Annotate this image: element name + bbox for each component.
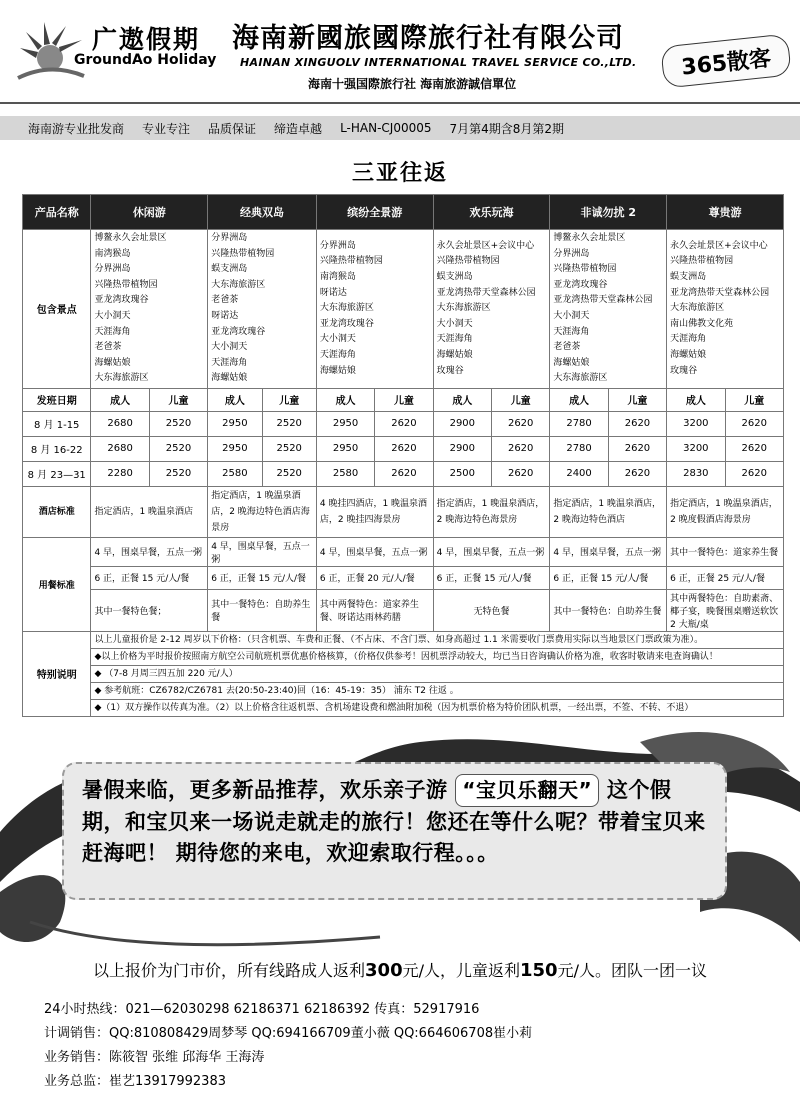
rebate-text: 元/人。团队一团一议: [557, 961, 707, 980]
price-date: 8 月 23—31: [23, 461, 91, 486]
price-cell: 2620: [492, 461, 550, 486]
price-cell: 2620: [375, 461, 433, 486]
meal-cell: 其中两餐特色：道家养生餐、呀诺达雨林药膳: [316, 589, 433, 631]
price-cell: 2620: [725, 461, 783, 486]
price-cell: 2280: [91, 461, 149, 486]
meal-cell: 6 正，正餐 25 元/人/餐: [667, 566, 784, 589]
scenic-item: 亚龙湾玫瑰谷: [211, 326, 266, 337]
row-label-meal: 用餐标准: [23, 537, 91, 631]
product-header: 非诚勿扰 2: [550, 195, 667, 230]
price-cell: 2580: [316, 461, 374, 486]
price-cell: 2620: [608, 461, 666, 486]
scenic-item: 分界洲岛: [211, 233, 248, 243]
meal-cell: 6 正，正餐 15 元/人/餐: [550, 566, 667, 589]
scenic-item: 玫瑰谷: [670, 365, 698, 376]
child-label: 儿童: [725, 388, 783, 411]
scenic-item: 老爸茶: [94, 342, 122, 353]
price-row: [23, 461, 784, 486]
row-label-notes: 特别说明: [23, 631, 91, 716]
scenic-item: 天涯海角: [670, 334, 707, 345]
note-line: ◆以上价格为平时报价按照南方航空公司航班机票优惠价格核算，（价格仅供参考！因机票浮动较大，均已当日咨询确认价格为准，收客时敬请来电查询确认！: [91, 648, 784, 665]
scenic-item: 分界洲岛: [553, 248, 590, 259]
scenic-item: 兴隆热带植物园: [94, 279, 158, 290]
scenic-item: 海螺姑娘: [211, 373, 248, 384]
promo-box: [62, 762, 727, 900]
price-cell: 2620: [375, 411, 433, 436]
price-cell: 2520: [149, 411, 207, 436]
scenic-item: 亚龙湾热带天堂森林公园: [670, 287, 770, 298]
hotel-cell: 4 晚挂四酒店，1 晚温泉酒店，2 晚挂四海景房: [316, 486, 433, 537]
scenic-item: 天涯海角: [319, 349, 356, 360]
price-cell: 2900: [433, 411, 491, 436]
company-subtitle: 海南十强国際旅行社 海南旅游誠信單位: [308, 77, 517, 91]
scenic-item: 大小洞天: [94, 310, 131, 321]
meal-cell: 4 早，围桌早餐，五点一粥: [550, 537, 667, 566]
price-cell: 2950: [208, 436, 262, 461]
scenic-item: 大小洞天: [319, 334, 356, 345]
price-row: [23, 411, 784, 436]
price-cell: 2780: [550, 436, 608, 461]
scenic-list: [91, 230, 208, 389]
scenic-item: 兴隆热带植物园: [553, 264, 617, 275]
price-cell: 2830: [667, 461, 725, 486]
scenic-item: 永久会址景区+会议中心: [670, 240, 768, 251]
scenic-item: 兴隆热带植物园: [211, 248, 275, 259]
scenic-item: 南湾猴岛: [94, 248, 131, 259]
meal-cell: 4 早，围桌早餐，五点一粥: [208, 537, 317, 566]
meal-cell: 6 正，正餐 20 元/人/餐: [316, 566, 433, 589]
scenic-item: 海螺姑娘: [553, 357, 590, 368]
adult-label: 成人: [91, 388, 149, 411]
scenic-item: 蜈支洲岛: [436, 271, 473, 282]
contact-block: [44, 998, 532, 1094]
strip-issue: 7月第4期含8月第2期: [449, 121, 565, 136]
child-label: 儿童: [262, 388, 316, 411]
scenic-item: 大小洞天: [436, 318, 473, 329]
page-title: 三亚往返: [351, 161, 448, 186]
price-cell: 2520: [262, 436, 316, 461]
meal-cell: 其中一餐特色：道家养生餐: [667, 537, 784, 566]
price-cell: 2620: [492, 411, 550, 436]
scenic-item: 亚龙湾玫瑰谷: [319, 318, 374, 329]
product-header: 尊贵游: [667, 195, 784, 230]
hotel-cell: 指定酒店，1 晚温泉酒店，2 晚度假酒店海景房: [667, 486, 784, 537]
scenic-item: 呀诺达: [319, 287, 347, 298]
header: [0, 0, 800, 108]
price-row: [23, 436, 784, 461]
notes-row: [23, 665, 784, 682]
scenic-item: 博鳌永久会址景区: [94, 233, 167, 243]
product-header: 经典双岛: [208, 195, 317, 230]
scenic-item: 亚龙湾玫瑰谷: [94, 295, 149, 306]
scenic-item: 博鳌永久会址景区: [553, 233, 626, 243]
row-label-scenic: 包含景点: [23, 230, 91, 389]
date-header-row: [23, 388, 784, 411]
price-cell: 2400: [550, 461, 608, 486]
meal-row: [23, 566, 784, 589]
product-header: 欢乐玩海: [433, 195, 550, 230]
scenic-item: 海螺姑娘: [436, 349, 473, 360]
strip-item: 缔造卓越: [274, 121, 323, 136]
notes-row: [23, 699, 784, 716]
price-cell: 3200: [667, 436, 725, 461]
child-label: 儿童: [375, 388, 433, 411]
brand-name-en: GroundAo Holiday: [74, 52, 217, 68]
scenic-item: 天涯海角: [94, 326, 131, 337]
price-date: 8 月 16-22: [23, 436, 91, 461]
price-cell: 2580: [208, 461, 262, 486]
scenic-list: [316, 230, 433, 389]
rebate-text: 以上报价为门市价，所有线路成人返利: [93, 961, 366, 980]
scenic-item: 老爸茶: [553, 342, 581, 353]
scenic-list: [667, 230, 784, 389]
meal-cell: 其中一餐特色：自助养生餐: [550, 589, 667, 631]
scenic-item: 海螺姑娘: [94, 357, 131, 368]
scenic-item: 玫瑰谷: [436, 365, 464, 376]
meal-cell: 6 正，正餐 15 元/人/餐: [208, 566, 317, 589]
contact-line: 业务总监：崔艺13917992383: [44, 1074, 226, 1089]
price-cell: 3200: [667, 411, 725, 436]
price-cell: 2500: [433, 461, 491, 486]
meal-row: [23, 537, 784, 566]
scenic-list: [433, 230, 550, 389]
hotel-cell: 指定酒店，1 晚温泉酒店，2 晚海边特色海景房: [433, 486, 550, 537]
contact-line: 计调销售：QQ:810808429周梦琴 QQ:694166709董小薇 QQ:664606708崔小莉: [44, 1026, 533, 1041]
scenic-item: 天涯海角: [211, 357, 248, 368]
note-line: 以上儿童报价是 2-12 周岁以下价格：（只含机票、车费和正餐、（不占床、不含门票、如身高超过 1.1 米需要收门票费用实际以当地景区门票政策为准）。: [91, 631, 784, 648]
scenic-item: 亚龙湾玫瑰谷: [553, 279, 608, 290]
scenic-item: 大东海旅游区: [670, 303, 725, 314]
price-cell: 2950: [316, 436, 374, 461]
scenic-list: [550, 230, 667, 389]
promo-highlight: “宝贝乐翻天”: [455, 774, 599, 807]
rebate-child-amount: 150: [520, 960, 558, 981]
child-label: 儿童: [608, 388, 666, 411]
scenic-item: 蜈支洲岛: [670, 271, 707, 282]
row-label-hotel: 酒店标准: [23, 486, 91, 537]
price-date: 8 月 1-15: [23, 411, 91, 436]
scenic-item: 大东海旅游区: [94, 373, 149, 384]
strip-item: 海南游专业批发商: [28, 121, 125, 136]
hotel-cell: 指定酒店，1 晚温泉酒店，2 晚海边特色酒店: [550, 486, 667, 537]
info-strip: [0, 116, 800, 140]
note-line: ◆ 参考航班：CZ6782/CZ6781 去(20:50-23:40)回（16：45-19：35） 浦东 T2 往返 。: [91, 682, 784, 699]
price-cell: 2680: [91, 436, 149, 461]
scenic-item: 蜈支洲岛: [211, 264, 248, 275]
price-cell: 2900: [433, 436, 491, 461]
scenic-item: 亚龙湾热带天堂森林公园: [553, 295, 653, 306]
product-header: 缤纷全景游: [316, 195, 433, 230]
scenic-item: 兴隆热带植物园: [670, 256, 734, 267]
meal-cell: 其中一餐特色：自助养生餐: [208, 589, 317, 631]
child-label: 儿童: [492, 388, 550, 411]
company-name-cn: 海南新國旅國際旅行社有限公司: [232, 23, 624, 54]
price-cell: 2620: [375, 436, 433, 461]
adult-label: 成人: [208, 388, 262, 411]
meal-cell: 6 正，正餐 15 元/人/餐: [91, 566, 208, 589]
scenic-item: 大东海旅游区: [436, 303, 491, 314]
adult-label: 成人: [433, 388, 491, 411]
scenic-item: 兴隆热带植物园: [436, 256, 500, 267]
note-line: ◆（1）双方操作以传真为准。（2）以上价格含往返机票、含机场建设费和燃油附加税（因为机票价格为特价团队机票，一经出票，不签、不转、不退）: [91, 699, 784, 716]
scenic-item: 分界洲岛: [94, 264, 131, 275]
rebate-adult-amount: 300: [365, 960, 403, 981]
row-label-date: 发班日期: [23, 388, 91, 411]
strip-item: 专业专注: [142, 121, 191, 136]
scenic-item: 天涯海角: [553, 326, 590, 337]
rebate-text: 元/人，儿童返利: [402, 961, 520, 980]
scenic-item: 大东海旅游区: [211, 279, 266, 290]
company-name-en: HAINAN XINGUOLV INTERNATIONAL TRAVEL SERVICE CO.,LTD.: [240, 56, 637, 69]
price-cell: 2520: [262, 411, 316, 436]
scenic-item: 南山佛教文化苑: [670, 318, 734, 329]
badge-365: 365散客: [660, 33, 792, 88]
meal-cell: 4 早，围桌早餐，五点一粥: [91, 537, 208, 566]
scenic-item: 天涯海角: [436, 334, 473, 345]
meal-cell: 4 早，围桌早餐，五点一粥: [433, 537, 550, 566]
scenic-item: 大小洞天: [553, 310, 590, 321]
meal-cell: 6 正，正餐 15 元/人/餐: [433, 566, 550, 589]
notes-row: [23, 682, 784, 699]
scenic-item: 兴隆热带植物园: [319, 256, 383, 267]
rebate-line: [0, 958, 800, 981]
product-table: [22, 194, 784, 717]
strip-code: L-HAN-CJ00005: [340, 121, 432, 135]
hotel-cell: 指定酒店，1 晚温泉酒店: [91, 486, 208, 537]
strip-item: 品质保证: [208, 121, 257, 136]
scenic-list: [208, 230, 317, 389]
price-cell: 2620: [608, 436, 666, 461]
child-label: 儿童: [149, 388, 207, 411]
notes-row: [23, 648, 784, 665]
header-divider: [0, 102, 800, 104]
note-line: ◆ （7-8 月周三四五加 220 元/人）: [91, 665, 784, 682]
product-header: 休闲游: [91, 195, 208, 230]
price-cell: 2680: [91, 411, 149, 436]
contact-line: 24小时热线：021—62030298 62186371 62186392 传真：52917916: [44, 1002, 480, 1017]
scenic-item: 老爸茶: [211, 295, 239, 306]
notes-row: [23, 631, 784, 648]
price-cell: 2620: [725, 411, 783, 436]
scenic-item: 南湾猴岛: [319, 271, 356, 282]
hotel-cell: 指定酒店，1 晚温泉酒店，2 晚海边特色酒店海景房: [208, 486, 317, 537]
scenic-row: [23, 230, 784, 389]
scenic-item: 大东海旅游区: [319, 303, 374, 314]
scenic-item: 呀诺达: [211, 310, 239, 321]
promo-text: 暑假来临，更多新品推荐，欢乐亲子游: [82, 778, 448, 802]
meal-cell: 其中两餐特色：自助素斋、椰子宴，晚餐围桌赠送软饮 2 大瓶/桌: [667, 589, 784, 631]
meal-cell: 其中一餐特色餐；: [91, 589, 208, 631]
scenic-item: 大小洞天: [211, 342, 248, 353]
scenic-item: 永久会址景区+会议中心: [436, 240, 535, 251]
adult-label: 成人: [316, 388, 374, 411]
meal-cell: 4 早，围桌早餐，五点一粥: [316, 537, 433, 566]
col-header-product: 产品名称: [23, 195, 91, 230]
price-cell: 2950: [208, 411, 262, 436]
adult-label: 成人: [550, 388, 608, 411]
contact-line: 业务销售：陈筱智 张维 邱海华 王海涛: [44, 1050, 265, 1065]
scenic-item: 分界洲岛: [319, 240, 356, 251]
promo-text: 这个假期，和宝贝来一场说走就走的旅行！您还在等什么呢？带着宝贝来赶海吧！ 期待您的来电，欢迎索取行程。。。: [82, 778, 706, 865]
meal-row: [23, 589, 784, 631]
price-cell: 2620: [725, 436, 783, 461]
scenic-item: 海螺姑娘: [670, 349, 707, 360]
table-header-row: [23, 195, 784, 230]
price-cell: 2520: [149, 436, 207, 461]
brand-name-cn: 广遨假期: [92, 25, 201, 54]
scenic-item: 大东海旅游区: [553, 373, 608, 384]
hotel-row: [23, 486, 784, 537]
price-cell: 2780: [550, 411, 608, 436]
price-cell: 2520: [262, 461, 316, 486]
price-cell: 2620: [492, 436, 550, 461]
scenic-item: 海螺姑娘: [319, 365, 356, 376]
adult-label: 成人: [667, 388, 725, 411]
price-cell: 2620: [608, 411, 666, 436]
scenic-item: 亚龙湾热带天堂森林公园: [436, 287, 536, 298]
price-cell: 2520: [149, 461, 207, 486]
meal-cell: 无特色餐: [433, 589, 550, 631]
price-cell: 2950: [316, 411, 374, 436]
